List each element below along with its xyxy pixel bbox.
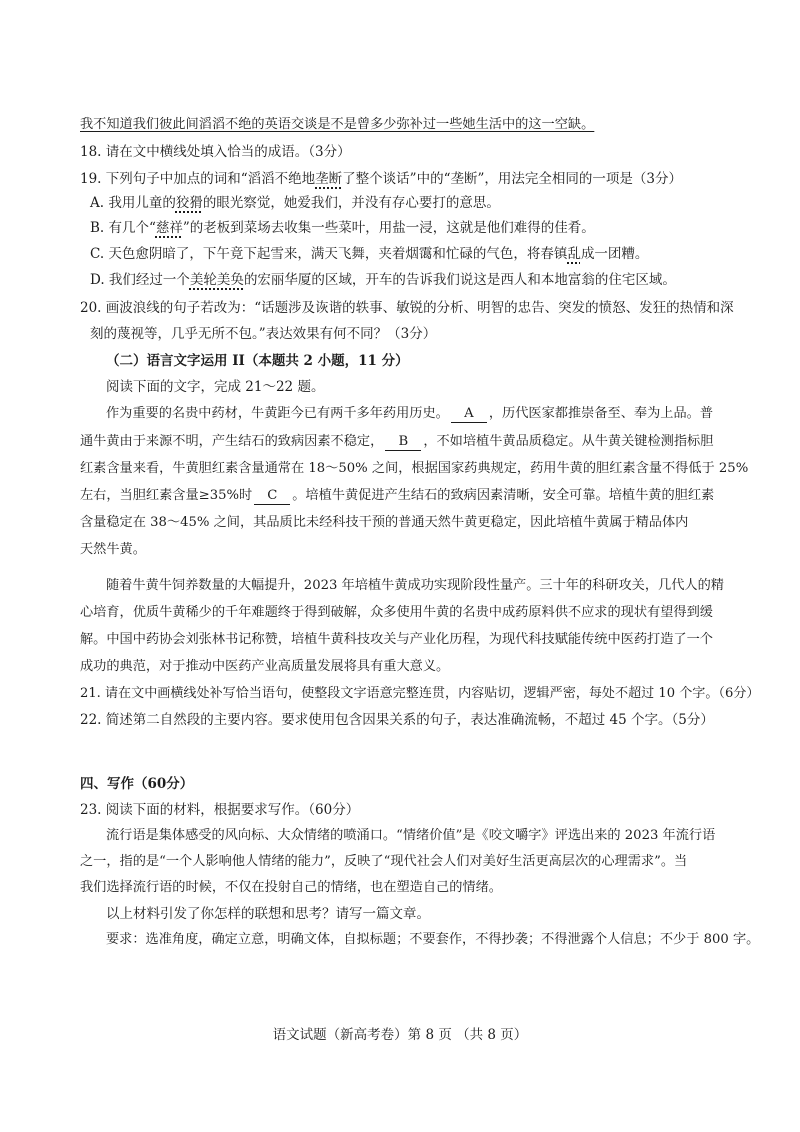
p1-l2-before: 通牛黄由于来源不明，产生结石的致病因素不稳定， — [80, 434, 384, 449]
q19-option-b — [90, 218, 595, 238]
page-footer: 语文试题（新高考卷）第 8 页 （共 8 页） — [272, 1027, 528, 1043]
question-22: 22. 简述第二自然段的主要内容。要求使用包含因果关系的句子，表达准确流畅，不超过 45 个字。（5分） — [80, 712, 714, 728]
q19-intro-before: 19. 下列句子中加点的词和“滔滔不绝地 — [80, 171, 316, 187]
question-21: 21. 请在文中画横线处补写恰当语句，使整段文字语意完整连贯，内容贴切，逻辑严密，每处不超过 10 个字。（6分） — [80, 686, 760, 701]
material-line3: 我们选择流行语的时候，不仅在投射自己的情绪，也在塑造自己的情绪。 — [80, 880, 502, 895]
writing-prompt: 以上材料引发了你怎样的联想和思考？请写一篇文章。 — [106, 906, 430, 922]
previous-passage-line — [80, 115, 594, 135]
question-19 — [80, 169, 682, 189]
passage-p1-line3: 红素含量来看，牛黄胆红素含量通常在 18～50% 之间，根据国家药典规定，药用牛黄的胆红素含量不得低于 25% — [80, 461, 749, 476]
q19-option-d — [90, 270, 676, 290]
q19-a-dotted: 狡猾 — [175, 195, 203, 211]
p1-l4-after: 。培植牛黄促进产生结石的致病因素清晰，安全可靠。培植牛黄的胆红素 — [292, 488, 715, 503]
blank-c: C — [254, 488, 290, 505]
passage-p2-line2: 心培育，优质牛黄稀少的千年难题终于得到破解，众多使用牛黄的名贵中成药原料供不应求的现状有望得到缓 — [80, 605, 713, 620]
q19-b-after: ”的老板到菜场去收集一些菜叶，用盐一浸，这就是他们难得的佳肴。 — [182, 220, 595, 236]
q19-c-dotted: 乱 — [567, 246, 581, 262]
section-2-instruction: 阅读下面的文字，完成 21～22 题。 — [106, 379, 325, 395]
passage-p2-line4: 成功的典范，对于推动中医药产业高质量发展将具有重大意义。 — [80, 659, 450, 674]
q19-d-after: 的宏丽华厦的区域，开车的告诉我们说这是西人和本地富翁的住宅区域。 — [243, 272, 676, 288]
writing-requirements: 要求：选准角度，确定立意，明确文体，自拟标题；不要套作，不得抄袭；不得泄露个人信息；不少于 800 字。 — [106, 932, 760, 947]
p1-l4-before: 左右，当胆红素含量≥35%时 — [80, 488, 253, 503]
question-20-line2: 刻的蔑视等，几乎无所不包。”表达效果有何不同？（3分） — [90, 326, 437, 342]
passage-p2-line3: 解。中国中药协会刘张林书记称赞，培植牛黄科技攻关与产业化历程，为现代科技赋能传统中医药打造了一个 — [80, 632, 713, 647]
q19-option-a — [90, 193, 500, 213]
q19-a-before: A. 我用儿童的 — [90, 195, 176, 211]
material-line1: 流行语是集体感受的风向标、大众情绪的喷涌口。“情绪价值”是《咬文嚼字》评选出来的 2023 年流行语 — [106, 828, 716, 843]
passage-p1-line6: 天然牛黄。 — [80, 542, 146, 557]
q19-d-before: D. 我们经过一个 — [90, 272, 190, 288]
section-4-heading: 四、写作（60分） — [80, 776, 194, 792]
q19-b-before: B. 有几个“ — [90, 220, 156, 236]
q19-a-after: 的眼光察觉，她爱我们，并没有存心要打的意思。 — [202, 195, 500, 211]
q19-c-before: C. 天色愈阴暗了，下午竟下起雪来，满天飞舞，夹着烟霭和忙碌的气色，将春镇 — [90, 246, 568, 262]
p1-l1-before: 作为重要的名贵中药材，牛黄距今已有两千多年药用历史。 — [106, 406, 449, 421]
section-2-heading: （二）语言文字运用 II（本题共 2 小题，11 分） — [106, 353, 409, 369]
passage-p1-line4 — [80, 486, 714, 506]
question-20-line1: 20. 画波浪线的句子若改为：“话题涉及诙谐的轶事、敏锐的分析、明智的忠告、突发的愤怒、发狂的热情和深 — [80, 300, 734, 316]
blank-a: A — [451, 406, 487, 423]
question-18: 18. 请在文中横线处填入恰当的成语。（3分） — [80, 144, 351, 160]
material-line2: 之一，指的是“一个人影响他人情绪的能力”，反映了“现代社会人们对美好生活更高层次的心理需求”。当 — [80, 854, 688, 869]
q19-b-dotted: 慈祥 — [155, 220, 183, 236]
passage-p1-line2 — [80, 432, 713, 452]
passage-p2-line1: 随着牛黄牛饲养数量的大幅提升，2023 年培植牛黄成功实现阶段性量产。三十年的科研攻关，几代人的精 — [106, 578, 724, 593]
q19-c-after: 成一团糟。 — [580, 246, 649, 262]
passage-p1-line1 — [106, 404, 713, 424]
question-23: 23. 阅读下面的材料，根据要求写作。（60分） — [80, 802, 360, 818]
p1-l2-after: ，不如培植牛黄品质稳定。从牛黄关键检测指标胆 — [423, 434, 714, 449]
underlined-blank-sentence: 我不知道我们彼此间滔滔不绝的英语交谈是不是曾多少弥补过一些她生活中的这一空缺。 — [80, 117, 595, 132]
q19-option-c — [90, 244, 648, 264]
q19-d-dotted: 美轮美奂 — [189, 272, 244, 288]
q19-intro-dotted: 垄断 — [315, 171, 343, 187]
q19-intro-after: 了整个谈话”中的“垄断”，用法完全相同的一项是（3分） — [342, 171, 682, 187]
blank-b: B — [385, 434, 421, 451]
p1-l1-after: ，历代医家都推崇备至、奉为上品。普 — [488, 406, 714, 421]
passage-p1-line5: 含量稳定在 38～45% 之间，其品质比未经科技干预的普通天然牛黄更稳定，因此培植牛黄属于精品体内 — [80, 515, 689, 530]
